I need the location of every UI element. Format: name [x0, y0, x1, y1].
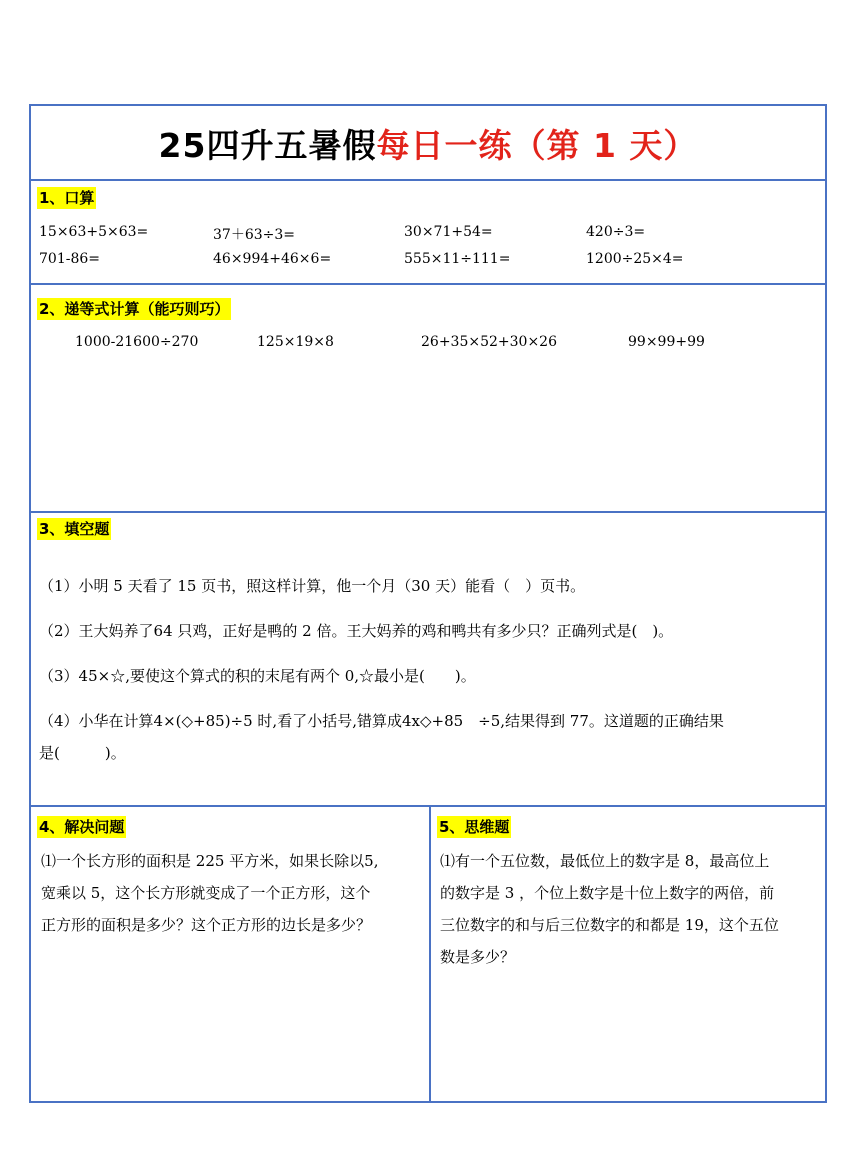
section-heading: 2、递等式计算（能巧则巧） — [39, 300, 230, 318]
problem: 1000-21600÷270 — [75, 334, 199, 350]
problem: 420÷3= — [586, 224, 646, 240]
section-fill-in-blank — [31, 513, 825, 807]
problem: 37＋63÷3= — [213, 227, 295, 243]
section-step-calculation — [31, 285, 825, 513]
page-title: 25四升五暑假每日一练（第 1 天） — [158, 126, 698, 165]
problem: 26+35×52+30×26 — [421, 334, 557, 350]
section-heading: 4、解决问题 — [39, 818, 125, 836]
column-divider — [429, 807, 431, 1103]
worksheet — [29, 104, 827, 1103]
problem: 555×11÷111= — [404, 251, 511, 267]
question: （1）小明 5 天看了 15 页书，照这样计算，他一个月（30 天）能看（ ）页书。 — [39, 577, 586, 595]
question: （4）小华在计算4×(◇+85)÷5 时,看了小括号,错算成4x◇+85 ÷5,结果得到 77。这道题的正确结果 — [39, 712, 724, 730]
thinking-problem: ⑴有一个五位数，最低位上的数字是 8，最高位上 的数字是 3 ，个位上数字是十位上数字的两倍，前 三位数字的和与后三位数字的和都是 19，这个五位 数是多少？ — [440, 852, 779, 966]
section-heading: 1、口算 — [39, 189, 95, 207]
section-problems — [31, 807, 825, 1103]
section-heading: 3、填空题 — [39, 520, 110, 538]
question: （3）45×☆,要使这个算式的积的末尾有两个 0,☆最小是( )。 — [39, 667, 476, 685]
question-continued: 是( )。 — [39, 744, 126, 762]
problem: 30×71+54= — [404, 224, 493, 240]
word-problem: ⑴一个长方形的面积是 225 平方米，如果长除以5, 宽乘以 5，这个长方形就变成了一个正方形，这个 正方形的面积是多少？这个正方形的边长是多少？ — [41, 852, 379, 934]
section-mental-arithmetic — [31, 181, 825, 285]
title-row — [31, 106, 825, 181]
question: （2）王大妈养了64 只鸡，正好是鸭的 2 倍。王大妈养的鸡和鸭共有多少只？正确列式是( )。 — [39, 622, 674, 640]
problem: 15×63+5×63= — [39, 224, 149, 240]
section-heading: 5、思维题 — [439, 818, 510, 836]
problem: 701-86= — [39, 251, 100, 267]
problem: 1200÷25×4= — [586, 251, 684, 267]
problem: 46×994+46×6= — [213, 251, 332, 267]
problem: 125×19×8 — [257, 334, 334, 350]
problem: 99×99+99 — [628, 334, 705, 350]
